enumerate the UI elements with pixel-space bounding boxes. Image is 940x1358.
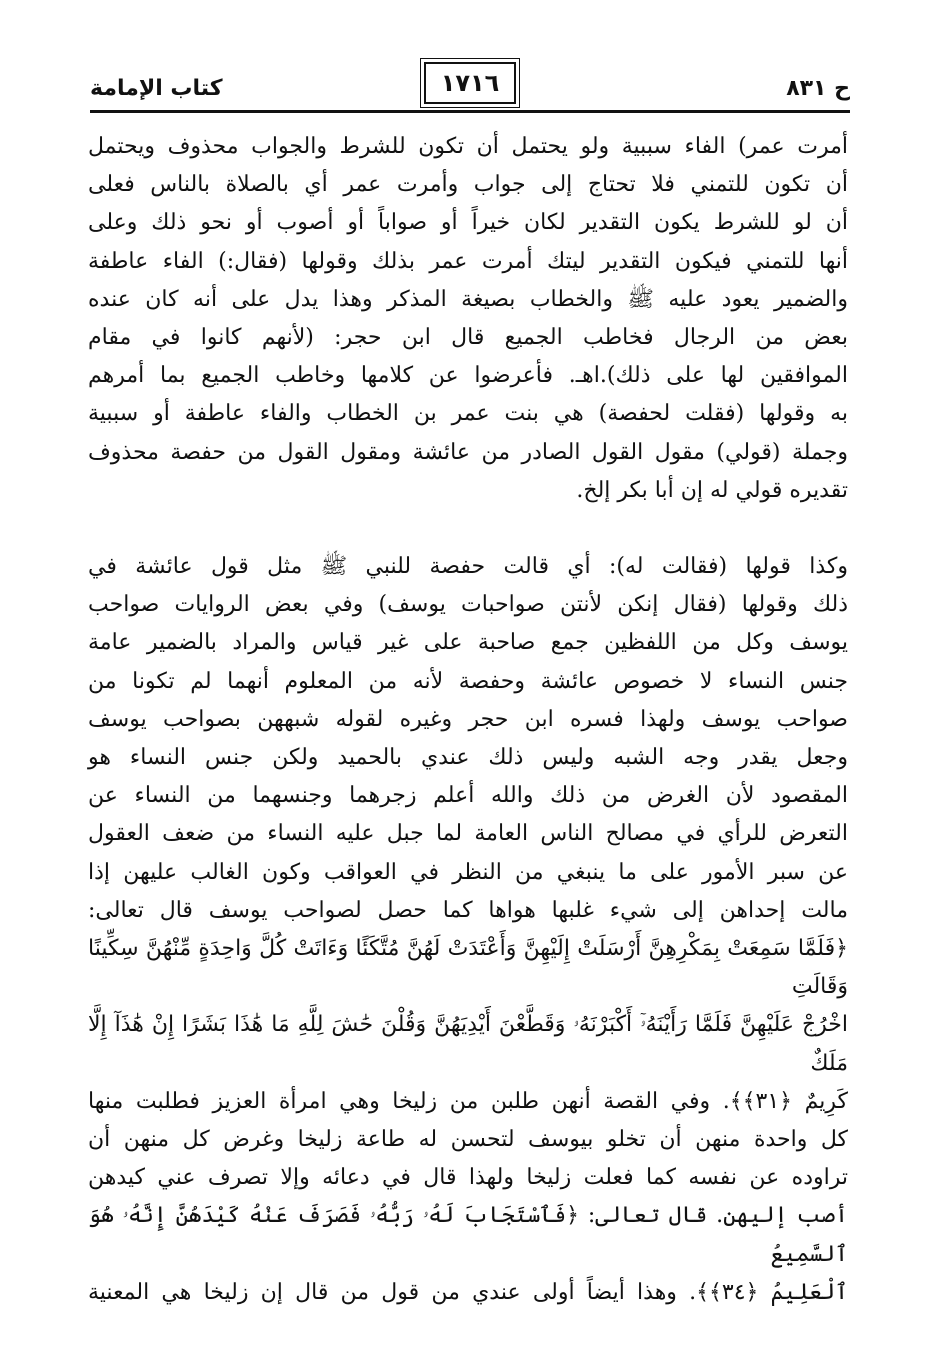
text-line: أنها للتمني فيكون التقدير ليتك أمرت عمر بذلك وقولها (فقال:) الفاء عاطفة [88,248,848,274]
text-line: به وقولها (فقلت لحفصة) هي بنت عمر بن الخطاب والفاء عاطفة أو سببية [88,401,848,427]
text-line: أمرت عمر) الفاء سببية ولو يحتمل أن تكون للشرط والجواب محذوف ويحتمل [88,134,848,159]
text-line: ذلك وقولها (فقال إنكن لأنتن صواحبات يوسف) وفي بعض الروايات صواحب [88,592,848,618]
text-line: أن لو للشرط يكون التقدير لكان خيراً أو صواباً أو أصوب أو نحو ذلك وعلى [88,210,848,236]
paragraph-gap [88,510,848,548]
hadith-number: ح ٨٣١ [786,76,850,101]
quran-verse-line: ﴿فَلَمَّا سَمِعَتْ بِمَكْرِهِنَّ أَرْسَلَتْ إِلَيْهِنَّ وَأَعْتَدَتْ لَهُنَّ مُتَّكَئًا وَءَاتَتْ كُلَّ وَاحِدَةٍ مِّنْهُنَّ سِكِّينًا وَقَالَتِ [88,936,848,1000]
text-line: صواحب يوسف ولهذا فسره ابن حجر وغيره لقوله شبههن بصواحب يوسف [88,706,848,732]
header-rule [90,110,850,113]
book-title: كتاب الإمامة [90,76,223,101]
quran-verse-line: اخْرُجْ عَلَيْهِنَّ فَلَمَّا رَأَيْنَهُۥٓ أَكْبَرْنَهُۥ وَقَطَّعْنَ أَيْدِيَهُنَّ وَقُلْنَ حَٰشَ لِلَّهِ مَا هَٰذَا بَشَرًا إِنْ هَٰذَآ إِلَّا مَلَكٌ [88,1012,848,1076]
text-line: تقديره قولي له إن أبا بكر إلخ. [576,477,848,503]
page-header [90,62,850,110]
text-line: يوسف وكل من اللفظين جمع صاحبة على غير قياس والمراد بالضمير عامة [88,630,848,656]
text-line: أن تكون للتمني فلا تحتاج إلى جواب وأمرت عمر أي بالصلاة بالناس فعلى [88,172,848,198]
text-line: والضمير يعود عليه ﷺ والخطاب بصيغة المذكر وهذا يدل على أنه كان عنده [88,286,848,312]
text-line: عن سبر الأمور على ما ينبغي من النظر في العواقب وكون الغالب عليهن إذا [88,859,848,885]
text-line: الموافقين لها على ذلك).اهـ. فأعرضوا عن كلامها وخاطب الجميع بما أمرهم [88,363,848,389]
text-line: التعرض للرأي في مصالح الناس العامة لما جبل عليه النساء من ضعف العقول [88,821,848,847]
text-line: أصب إليهن. قال تعالى: ﴿فَٱسْتَجَابَ لَهُۥ رَبُّهُۥ فَصَرَفَ عَنْهُ كَيْدَهُنَّ إِنَّهُۥ هُوَ ٱلسَّمِيعُ [88,1203,848,1267]
text-line: ٱلْعَلِيمُ ﴿٣٤﴾﴾. وهذا أيضاً أولى عندي من قول من قال إن زليخا هي المعنية [88,1279,848,1305]
text-line: تراوده عن نفسه كما فعلت زليخا ولهذا قال في دعائه وإلا تصرف عني كيدهن [88,1165,848,1191]
text-line: وجملة (قولي) مقول القول الصادر من عائشة ومقول القول من حفصة محذوف [88,439,848,465]
page-body [88,128,848,1312]
text-line: وجعل يقدر وجه الشبه وليس ذلك عندي بالحميد ولكن جنس النساء هو [88,745,848,771]
page-number: ١٧١٦ [424,62,516,104]
text-line: مالت إحداهن إلى شيء غلبها هواها كما حصل لصواحب يوسف قال تعالى: [88,897,848,923]
text-line: المقصود لأن الغرض من ذلك والله أعلم زجرهما وجنسهما من النساء عن [88,783,848,809]
text-line: كل واحدة منهن أن تخلو بيوسف لتحسن له طاعة زليخا وغرض كل منهن أن [88,1127,848,1153]
text-line: كَرِيمٌ ﴿٣١﴾﴾. وفي القصة أنهن طلبن من زليخا وهي امرأة العزيز فطلبت منها [88,1088,848,1114]
text-line: بعض من الرجال فخاطب الجميع قال ابن حجر: (لأنهم كانوا في مقام [88,325,848,351]
text-line: جنس النساء لا خصوص عائشة وحفصة لأنه من المعلوم أنهما لم تكونا من [88,668,848,694]
paragraph-1 [88,128,848,510]
text-line: وكذا قولها (فقالت له): أي قالت حفصة للنبي ﷺ مثل قول عائشة في [88,554,848,580]
paragraph-2 [88,548,848,1312]
